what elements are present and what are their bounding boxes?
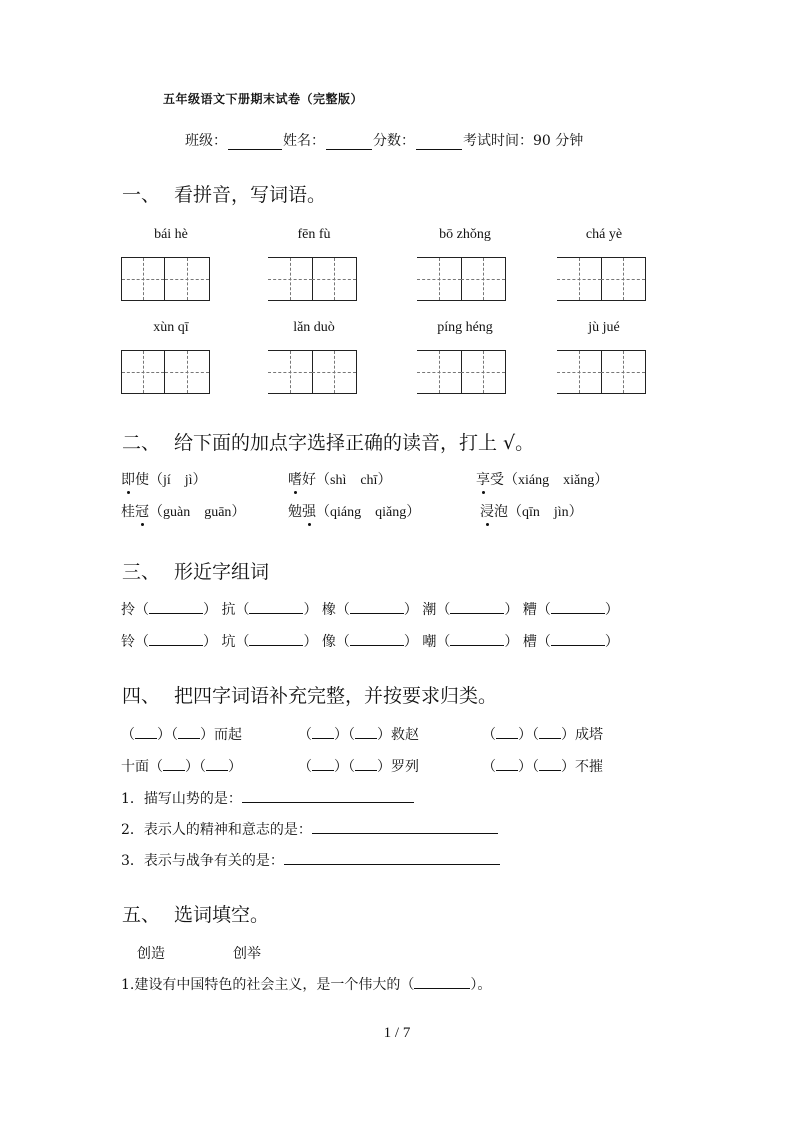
section-4-title: 把四字词语补充完整，并按要求归类。: [174, 685, 498, 707]
paren-open: （: [235, 602, 250, 618]
paren-close: ）: [504, 602, 519, 618]
word-char: 受: [490, 472, 504, 488]
idiom-blank[interactable]: [355, 756, 377, 771]
pinyin-label: píng héng: [437, 320, 493, 335]
pronunciation-item: [288, 469, 391, 489]
dotted-char: 浸: [480, 501, 494, 521]
writing-box[interactable]: [601, 350, 646, 394]
dotted-char: 强: [302, 501, 316, 521]
idiom-blank[interactable]: [355, 724, 377, 739]
pronunciation-item: [121, 469, 207, 489]
question-text: 2．表示人的精神和意志的是：: [121, 822, 312, 838]
pinyin-label: fēn fù: [297, 227, 331, 242]
paren-close: ）: [157, 727, 171, 743]
question-4-3: [121, 850, 500, 870]
dotted-char: 冠: [135, 501, 149, 521]
paren-open: （: [235, 634, 250, 650]
paren-open: （: [436, 602, 451, 618]
question-text: 3．表示与战争有关的是：: [121, 853, 284, 869]
paren-close: ）: [377, 759, 391, 775]
paren-close: ）: [561, 759, 575, 775]
answer-blank[interactable]: [249, 631, 303, 646]
dotted-char: 享: [476, 469, 490, 489]
paren-open: （: [121, 727, 135, 743]
pronunciation-item: [480, 501, 583, 521]
idiom-text: 不摧: [575, 759, 603, 775]
pronunciation-item: [288, 501, 420, 521]
section-2-title: 给下面的加点字选择正确的读音，打上 √。: [174, 432, 535, 454]
question-4-2: [121, 819, 498, 839]
word-char: 好: [302, 472, 316, 488]
idiom-item: [121, 756, 242, 776]
idiom-blank[interactable]: [206, 756, 228, 771]
paren-close: ）: [403, 634, 418, 650]
pronunciation-options[interactable]: （guàn guān）: [149, 505, 246, 520]
writing-box[interactable]: [461, 350, 506, 394]
paren-open: （: [436, 634, 451, 650]
paren-close: ）: [185, 759, 199, 775]
char: 糟: [522, 602, 537, 618]
similar-chars-row-1: [121, 599, 619, 619]
writing-box[interactable]: [417, 257, 462, 301]
name-blank[interactable]: [326, 135, 372, 150]
paren-open: （: [532, 727, 539, 743]
dotted-char: 嗜: [288, 469, 302, 489]
paren-close: ）: [203, 602, 217, 618]
pinyin-label: jù jué: [588, 320, 620, 335]
idiom-blank[interactable]: [496, 724, 518, 739]
answer-line[interactable]: [284, 850, 500, 865]
pronunciation-options[interactable]: （shì chī）: [316, 473, 392, 488]
section-5-title: 选词填空。: [174, 904, 270, 926]
question-4-1: [121, 788, 414, 808]
section-3-number: 三、: [122, 561, 161, 583]
writing-box[interactable]: [268, 350, 313, 394]
paren-open: （: [171, 727, 178, 743]
dotted-char: 即: [121, 469, 135, 489]
section-3-heading: [122, 557, 269, 584]
char: 抗: [221, 602, 236, 618]
writing-box[interactable]: [165, 350, 210, 394]
paren-open: （: [536, 634, 551, 650]
idiom-blank[interactable]: [496, 756, 518, 771]
paren-close: ）: [334, 759, 348, 775]
paren-open: （: [298, 759, 312, 775]
section-5-number: 五、: [122, 904, 161, 926]
answer-blank[interactable]: [450, 631, 504, 646]
paren-open: （: [348, 759, 355, 775]
paren-close: ）: [604, 634, 619, 650]
exam-title: 五年级语文下册期末试卷（完整版）: [163, 92, 364, 106]
section-1-heading: [122, 180, 326, 207]
idiom-blank[interactable]: [312, 724, 334, 739]
question-text-end: ）。: [470, 977, 492, 993]
pinyin-label: bái hè: [154, 227, 188, 242]
writing-box[interactable]: [461, 257, 506, 301]
word-char: 泡: [494, 504, 508, 520]
section-2-heading: [122, 428, 534, 455]
answer-blank[interactable]: [249, 599, 303, 614]
idiom-blank[interactable]: [178, 724, 200, 739]
paren-open: （: [135, 602, 149, 618]
question-text: 1.建设有中国特色的社会主义，是一个伟大的（: [121, 977, 415, 993]
writing-box[interactable]: [417, 350, 462, 394]
paren-open: （: [199, 759, 206, 775]
section-4-heading: [122, 681, 497, 708]
writing-box[interactable]: [121, 257, 165, 301]
pinyin-label: lǎn duò: [293, 320, 335, 335]
idiom-text: 罗列: [391, 759, 419, 775]
pronunciation-options[interactable]: （qiáng qiǎng）: [316, 505, 421, 520]
student-info-line: [185, 130, 583, 150]
paren-open: （: [335, 634, 350, 650]
idiom-blank[interactable]: [539, 756, 561, 771]
paren-close: ）: [403, 602, 418, 618]
question-5-1: [121, 974, 491, 994]
writing-box[interactable]: [121, 350, 165, 394]
score-label: 分数：: [373, 133, 415, 149]
section-1-number: 一、: [122, 184, 161, 206]
paren-close: ）: [377, 727, 391, 743]
idiom-text: 救赵: [391, 727, 419, 743]
pinyin-label: bō zhǒng: [439, 227, 491, 242]
writing-box[interactable]: [312, 350, 357, 394]
char: 槽: [522, 634, 537, 650]
paren-close: ）: [200, 727, 214, 743]
answer-blank[interactable]: [350, 631, 404, 646]
paren-open: （: [482, 727, 496, 743]
idiom-item: [121, 724, 242, 744]
answer-line[interactable]: [312, 819, 498, 834]
writing-box[interactable]: [557, 257, 602, 301]
word-char: 使: [135, 472, 149, 488]
word-char: 桂: [121, 504, 135, 520]
writing-box[interactable]: [268, 257, 313, 301]
paren-open: （: [335, 602, 350, 618]
class-label: 班级：: [185, 133, 227, 149]
paren-close: ）: [303, 602, 318, 618]
char: 铃: [121, 634, 135, 650]
idiom-item: [298, 724, 419, 744]
answer-blank[interactable]: [450, 599, 504, 614]
idiom-text: 成塔: [575, 727, 603, 743]
answer-blank[interactable]: [551, 599, 605, 614]
pronunciation-item: [121, 501, 245, 521]
pronunciation-options[interactable]: （qīn jìn）: [508, 505, 583, 520]
paren-close: ）: [561, 727, 575, 743]
answer-blank[interactable]: [149, 631, 203, 646]
paren-open: （: [482, 759, 496, 775]
answer-line[interactable]: [242, 788, 414, 803]
idiom-blank[interactable]: [539, 724, 561, 739]
question-text: 1．描写山势的是：: [121, 791, 242, 807]
pronunciation-item: [476, 469, 608, 489]
pinyin-label: chá yè: [585, 227, 623, 242]
section-1-title: 看拼音，写词语。: [174, 184, 327, 206]
word-choice-2: 创举: [233, 946, 261, 962]
section-5-heading: [122, 900, 269, 927]
char: 拎: [121, 602, 135, 618]
paren-close: ）: [203, 634, 217, 650]
char: 像: [321, 634, 336, 650]
idiom-item: [298, 756, 419, 776]
writing-box[interactable]: [557, 350, 602, 394]
section-3-title: 形近字组词: [174, 561, 270, 583]
char: 潮: [422, 602, 437, 618]
idiom-item: [482, 724, 603, 744]
paren-close: ）: [604, 602, 619, 618]
idiom-blank[interactable]: [135, 724, 157, 739]
paren-open: （: [348, 727, 355, 743]
section-4-number: 四、: [122, 685, 161, 707]
paren-open: （: [298, 727, 312, 743]
paren-close: ）: [518, 727, 532, 743]
similar-chars-row-2: [121, 631, 619, 651]
page-number: 1 / 7: [383, 1025, 411, 1041]
pronunciation-options[interactable]: （jí jì）: [149, 473, 207, 488]
paren-close: ）: [228, 759, 242, 775]
paren-open: （: [149, 759, 163, 775]
char: 嘲: [422, 634, 437, 650]
section-2-number: 二、: [122, 432, 161, 454]
idiom-blank[interactable]: [312, 756, 334, 771]
char: 橡: [321, 602, 336, 618]
word-char: 勉: [288, 504, 302, 520]
time-label: 考试时间：90 分钟: [463, 133, 584, 149]
answer-blank[interactable]: [149, 599, 203, 614]
class-blank[interactable]: [228, 135, 282, 150]
idiom-text: 十面: [121, 759, 149, 775]
idiom-blank[interactable]: [163, 756, 185, 771]
name-label: 姓名：: [283, 133, 325, 149]
answer-blank[interactable]: [551, 631, 605, 646]
writing-box[interactable]: [165, 257, 210, 301]
paren-close: ）: [504, 634, 519, 650]
paren-open: （: [536, 602, 551, 618]
word-choice-1: 创造: [137, 946, 165, 962]
answer-blank[interactable]: [350, 599, 404, 614]
writing-box[interactable]: [601, 257, 646, 301]
idiom-item: [482, 756, 603, 776]
paren-close: ）: [518, 759, 532, 775]
answer-blank[interactable]: [414, 974, 470, 989]
paren-open: （: [135, 634, 149, 650]
pronunciation-options[interactable]: （xiáng xiǎng）: [504, 473, 609, 488]
paren-close: ）: [334, 727, 348, 743]
paren-open: （: [532, 759, 539, 775]
writing-box[interactable]: [312, 257, 357, 301]
idiom-text: 而起: [214, 727, 242, 743]
paren-close: ）: [303, 634, 318, 650]
pinyin-label: xùn qī: [153, 320, 189, 335]
score-blank[interactable]: [416, 135, 462, 150]
char: 坑: [221, 634, 236, 650]
